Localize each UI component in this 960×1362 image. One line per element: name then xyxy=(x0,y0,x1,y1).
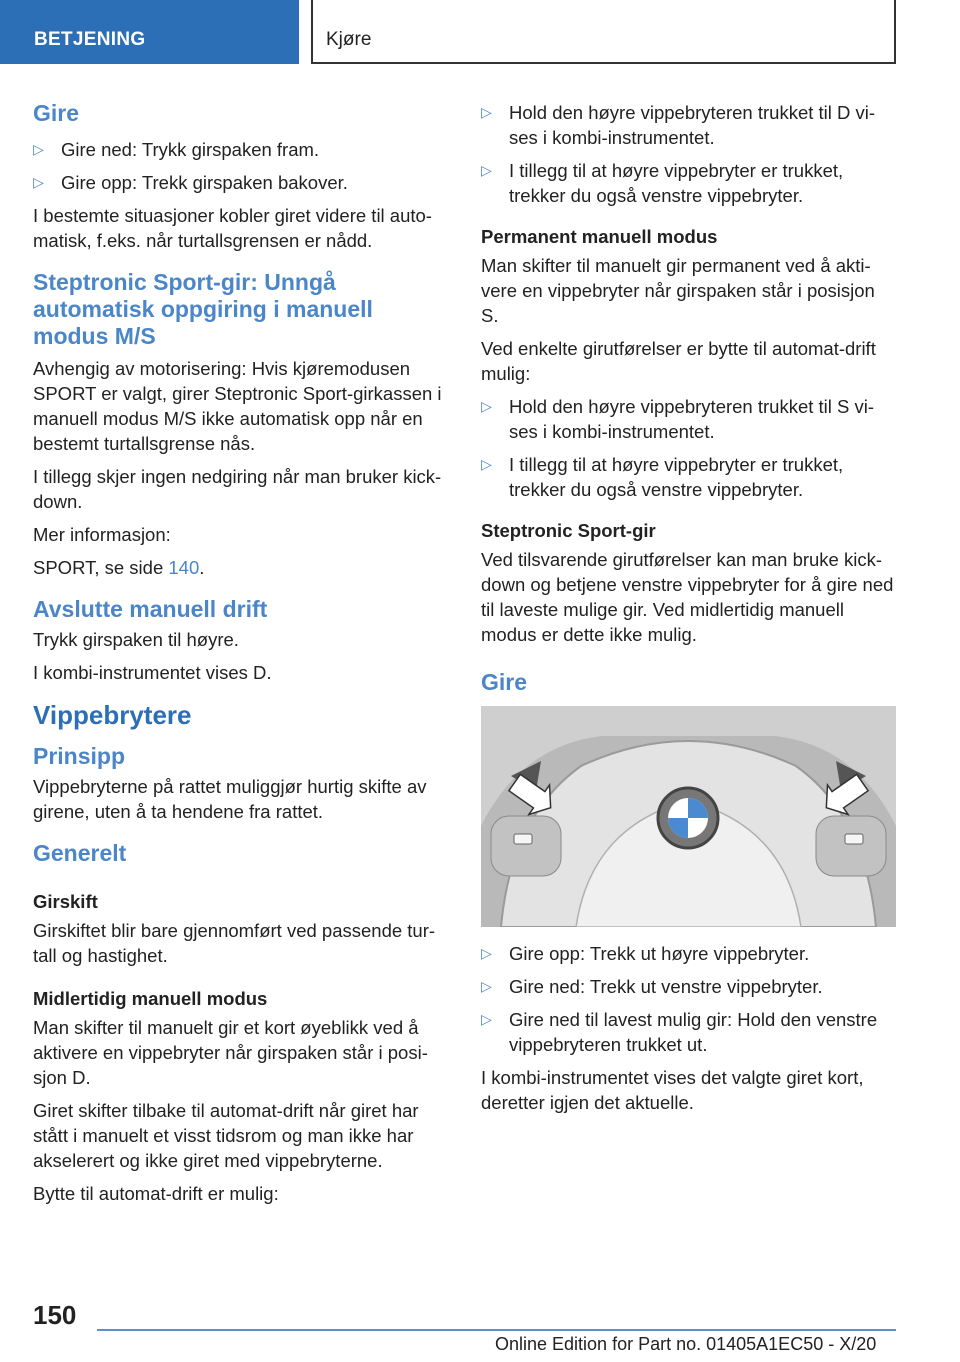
list-item: ▷ Gire opp: Trekk ut høyre vippebryter. xyxy=(481,943,810,964)
heading-steptronic: Steptronic Sport-gir: Unngå automatisk oppgiring i manuell modus M/S xyxy=(33,269,373,349)
list-item: ▷ I tillegg til at høyre vippebryter er trukket, trekker du også venstre vippebryter. xyxy=(481,454,844,500)
page-link[interactable]: 140 xyxy=(168,557,200,578)
page-number: 150 xyxy=(33,1300,77,1330)
paragraph: I kombi-instrumentet vises D. xyxy=(33,662,272,683)
heading-gire-right: Gire xyxy=(481,669,528,695)
paragraph: Avhengig av motorisering: Hvis kjøremodusen SPORT er valgt, girer Steptronic Sport-girkassen i manuell modus M/S ikke automatisk opp når en bestemt turtallsgrense nås. xyxy=(33,358,442,454)
list-item: ▷ Hold den høyre vippebryteren trukket til S vi-ses i kombi-instrumentet. xyxy=(481,396,875,442)
triangle-right-icon: ▷ xyxy=(481,398,492,414)
paragraph: Trykk girspaken til høyre. xyxy=(33,629,239,650)
heading-midlertidig: Midlertidig manuell modus xyxy=(33,988,268,1009)
list-item: ▷ Hold den høyre vippebryteren trukket til D vi-ses i kombi-instrumentet. xyxy=(481,102,876,148)
paragraph: SPORT, se side 140. xyxy=(33,557,205,578)
list-item: ▷ Gire opp: Trekk girspaken bakover. xyxy=(33,172,348,193)
triangle-right-icon: ▷ xyxy=(481,456,492,472)
paragraph: I bestemte situasjoner kobler giret videre til auto-matisk, f.eks. når turtallsgrensen er nådd. xyxy=(33,205,432,251)
paragraph: Ved tilsvarende girutførelser kan man bruke kick-down og betjene venstre vippebryter for å gire ned til laveste mulige gir. Ved midlertidig manuell modus er dette ikke mulig. xyxy=(481,549,894,645)
left-column xyxy=(33,100,448,1214)
triangle-right-icon: ▷ xyxy=(33,141,44,157)
triangle-right-icon: ▷ xyxy=(481,978,492,994)
triangle-right-icon: ▷ xyxy=(481,104,492,120)
list-item: ▷ Gire ned: Trykk girspaken fram. xyxy=(33,139,320,160)
paragraph: I kombi-instrumentet vises det valgte giret kort, deretter igjen det aktuelle. xyxy=(481,1067,864,1113)
list-item: ▷ Gire ned: Trekk ut venstre vippebryter. xyxy=(481,976,823,997)
paragraph: Ved enkelte girutførelser er bytte til automat-drift mulig: xyxy=(481,338,876,384)
header-section-label: BETJENING xyxy=(34,29,146,50)
paragraph: Mer informasjon: xyxy=(33,524,171,545)
paragraph: Man skifter til manuelt gir et kort øyeblikk ved å aktivere en vippebryter når girspaken står i posi-sjon D. xyxy=(33,1017,428,1088)
triangle-right-icon: ▷ xyxy=(481,945,492,961)
edition-note: Online Edition for Part no. 01405A1EC50 - X/20 xyxy=(495,1334,877,1354)
heading-avslutte: Avslutte manuell drift xyxy=(33,596,268,622)
paragraph: Giret skifter tilbake til automat-drift når giret har stått i manuelt et visst tidsrom og man ikke har akselerert og ikke giret med vippebryterne. xyxy=(33,1100,419,1171)
paragraph: I tillegg skjer ingen nedgiring når man bruker kick-down. xyxy=(33,466,442,512)
header-chapter-tab xyxy=(311,0,896,64)
triangle-right-icon: ▷ xyxy=(481,162,492,178)
paragraph: Man skifter til manuelt gir permanent ved å akti-vere en vippebryter når girspaken står i posisjon S. xyxy=(481,255,875,326)
heading-girskift: Girskift xyxy=(33,891,98,912)
paragraph: Bytte til automat-drift er mulig: xyxy=(33,1183,279,1204)
right-column xyxy=(481,100,896,1123)
header-chapter-label: Kjøre xyxy=(326,29,372,50)
heading-prinsipp: Prinsipp xyxy=(33,743,126,769)
heading-generelt: Generelt xyxy=(33,840,127,866)
footer-divider xyxy=(97,1329,896,1331)
steering-wheel-image xyxy=(481,706,896,927)
list-item: ▷ I tillegg til at høyre vippebryter er trukket, trekker du også venstre vippebryter. xyxy=(481,160,844,206)
heading-gire: Gire xyxy=(33,100,80,126)
header-section-tab xyxy=(0,0,299,64)
paragraph: Girskiftet blir bare gjennomført ved passende tur-tall og hastighet. xyxy=(33,920,436,966)
heading-vippebrytere: Vippebrytere xyxy=(33,700,192,730)
heading-permanent: Permanent manuell modus xyxy=(481,226,718,247)
list-item: ▷ Gire ned til lavest mulig gir: Hold den venstre vippebryteren trukket ut. xyxy=(481,1009,878,1055)
triangle-right-icon: ▷ xyxy=(33,174,44,190)
heading-steptronic-sport: Steptronic Sport-gir xyxy=(481,520,656,541)
steering-wheel-illustration xyxy=(481,706,896,927)
paragraph: Vippebryterne på rattet muliggjør hurtig skifte av girene, uten å ta hendene fra rattet. xyxy=(33,776,427,822)
triangle-right-icon: ▷ xyxy=(481,1011,492,1027)
